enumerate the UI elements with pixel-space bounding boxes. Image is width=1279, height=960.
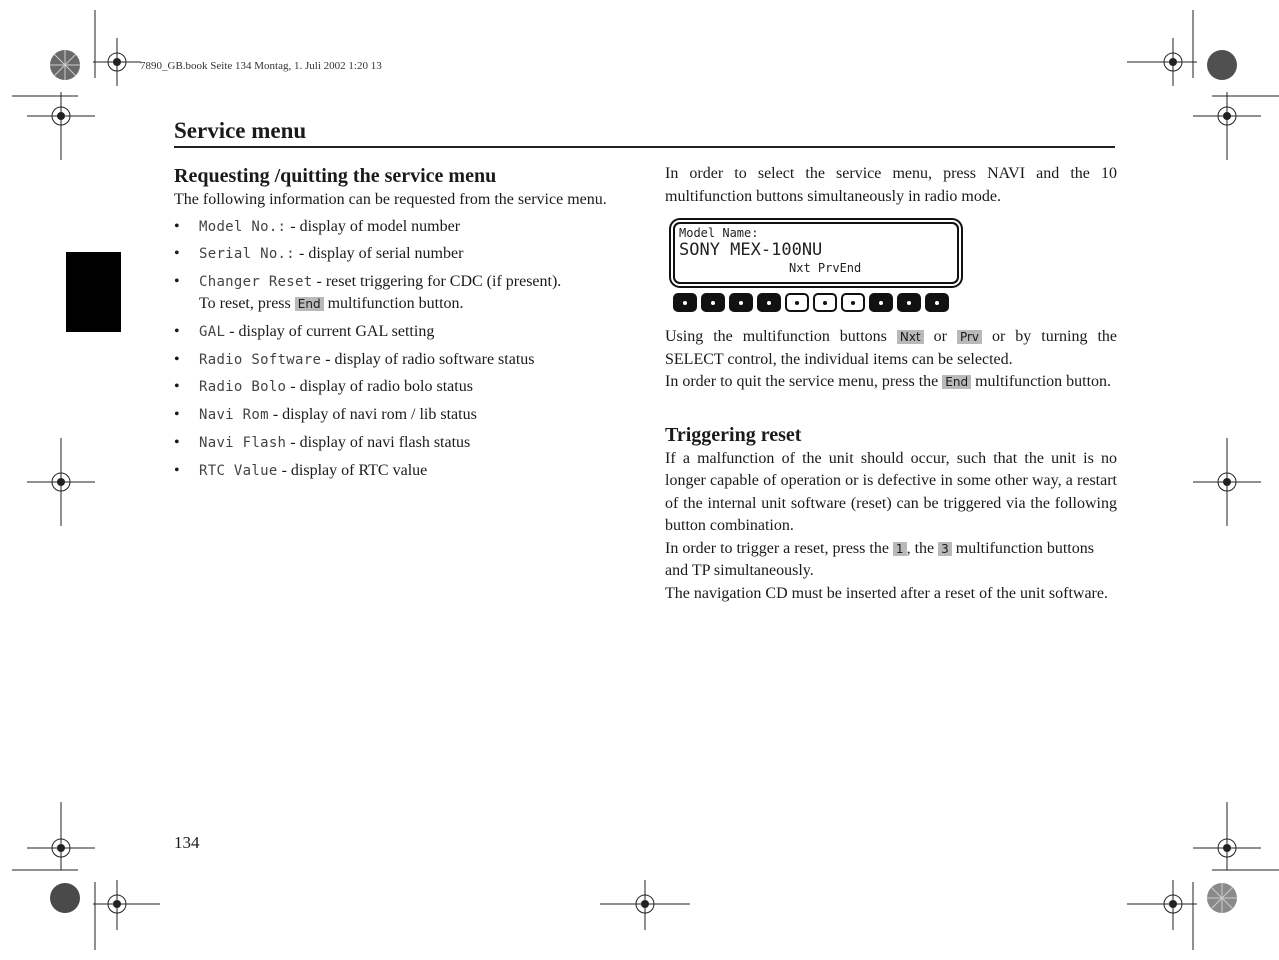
title-rule: [174, 146, 1115, 148]
lcd-display: [673, 222, 959, 284]
section-heading-requesting: Requesting /quitting the service menu: [174, 165, 497, 187]
multifunction-button-3: [729, 293, 753, 312]
text-segment: multifunction buttons and TP simultaneously.: [665, 539, 1094, 579]
lcd-line-3: Nxt PrvEnd: [789, 261, 862, 275]
item-text: - display of model number: [286, 217, 461, 235]
bullet-icon: •: [174, 350, 180, 368]
item-extra-text: To reset, press: [199, 295, 295, 313]
item-text: - display of navi rom / lib status: [268, 406, 477, 424]
item-text: - display of current GAL setting: [225, 323, 435, 341]
item-text: - display of radio software status: [321, 350, 535, 368]
multifunction-buttons-row: [673, 293, 1117, 312]
nxt-key-label: Nxt: [897, 330, 924, 344]
key-1-label: 1: [893, 542, 907, 556]
multifunction-button-10: [925, 293, 949, 312]
list-item: [174, 321, 626, 344]
item-text: - display of RTC value: [277, 461, 428, 479]
item-code: RTC Value: [199, 462, 278, 479]
right-column: [665, 163, 1117, 605]
button-dot-icon: [879, 301, 883, 305]
prv-key-label: Prv: [957, 330, 982, 344]
item-text: - display of navi flash status: [286, 433, 471, 451]
list-item: [174, 349, 626, 372]
button-dot-icon: [935, 301, 939, 305]
bullet-icon: •: [174, 217, 180, 235]
multifunction-button-7: [841, 293, 865, 312]
list-item: [174, 216, 626, 239]
list-item: [174, 376, 626, 399]
list-item: [174, 404, 626, 427]
item-text: - display of radio bolo status: [286, 378, 473, 396]
text-segment: or: [923, 328, 957, 345]
list-item: [174, 271, 626, 316]
trigger-paragraph: [665, 538, 1117, 583]
end-key-label: End: [295, 297, 324, 311]
bullet-icon: •: [174, 323, 180, 341]
item-code: Navi Rom: [199, 407, 269, 424]
multifunction-button-5: [785, 293, 809, 312]
button-dot-icon: [767, 301, 771, 305]
item-code: Radio Software: [199, 351, 322, 368]
multifunction-button-2: [701, 293, 725, 312]
lcd-line-1: Model Name:: [679, 226, 759, 240]
page-title: Service menu: [174, 118, 307, 143]
button-dot-icon: [851, 301, 855, 305]
lcd-line-2: SONY MEX-100NU: [679, 240, 823, 260]
text-segment: or by turning the SELECT control, the individual items can be selected.: [665, 328, 1118, 368]
item-code: Navi Flash: [199, 434, 287, 451]
multifunction-button-4: [757, 293, 781, 312]
button-dot-icon: [907, 301, 911, 305]
item-code: Model No.:: [199, 218, 287, 235]
list-item: [174, 432, 626, 455]
button-dot-icon: [823, 301, 827, 305]
intro-paragraph: The following information can be requested from the service menu.: [174, 191, 607, 208]
select-paragraph: In order to select the service menu, press NAVI and the 10 multifunction buttons simultaneously in radio mode.: [665, 165, 1117, 205]
item-extra-text: multifunction button.: [323, 295, 464, 313]
quit-paragraph: [665, 371, 1117, 394]
text-segment: Using the multifunction buttons: [665, 328, 897, 345]
multifunction-button-6: [813, 293, 837, 312]
item-text: - reset triggering for CDC (if present).: [312, 272, 562, 290]
button-dot-icon: [739, 301, 743, 305]
section-heading-reset: Triggering reset: [665, 423, 802, 446]
print-header: 7890_GB.book Seite 134 Montag, 1. Juli 2002 1:20 13: [140, 60, 382, 72]
left-column: [174, 163, 626, 487]
end-key-label: End: [942, 375, 971, 389]
item-code: Radio Bolo: [199, 379, 287, 396]
button-dot-icon: [795, 301, 799, 305]
cd-paragraph: The navigation CD must be inserted after a reset of the unit software.: [665, 584, 1108, 602]
list-item: [174, 460, 626, 483]
item-code: Changer Reset: [199, 273, 313, 290]
bullet-icon: •: [174, 406, 180, 424]
item-code: GAL: [199, 324, 226, 341]
multifunction-button-8: [869, 293, 893, 312]
page-number: 134: [174, 833, 200, 852]
chapter-tab: [66, 252, 121, 332]
button-dot-icon: [683, 301, 687, 305]
bullet-icon: •: [174, 433, 180, 451]
text-segment: In order to trigger a reset, press the: [665, 539, 893, 557]
bullet-icon: •: [174, 272, 180, 290]
lcd-illustration: [669, 222, 1117, 312]
list-item: [174, 243, 626, 266]
multifunction-button-1: [673, 293, 697, 312]
bullet-icon: •: [174, 378, 180, 396]
text-segment: In order to quit the service menu, press the: [665, 373, 943, 390]
reset-paragraph: If a malfunction of the unit should occur, such that the unit is no longer capable of operation or is defective in some other way, a restart of the internal unit software (reset) can be triggered via the following button combination.: [665, 449, 1117, 534]
key-3-label: 3: [938, 542, 952, 556]
item-code: Serial No.:: [199, 246, 296, 263]
bullet-icon: •: [174, 245, 180, 263]
button-dot-icon: [711, 301, 715, 305]
text-segment: multifunction button.: [971, 373, 1112, 390]
text-segment: , the: [906, 539, 939, 557]
multifunction-button-9: [897, 293, 921, 312]
using-paragraph: [665, 326, 1117, 371]
bullet-icon: •: [174, 461, 180, 479]
item-text: - display of serial number: [295, 245, 464, 263]
service-items-list: [174, 216, 626, 483]
